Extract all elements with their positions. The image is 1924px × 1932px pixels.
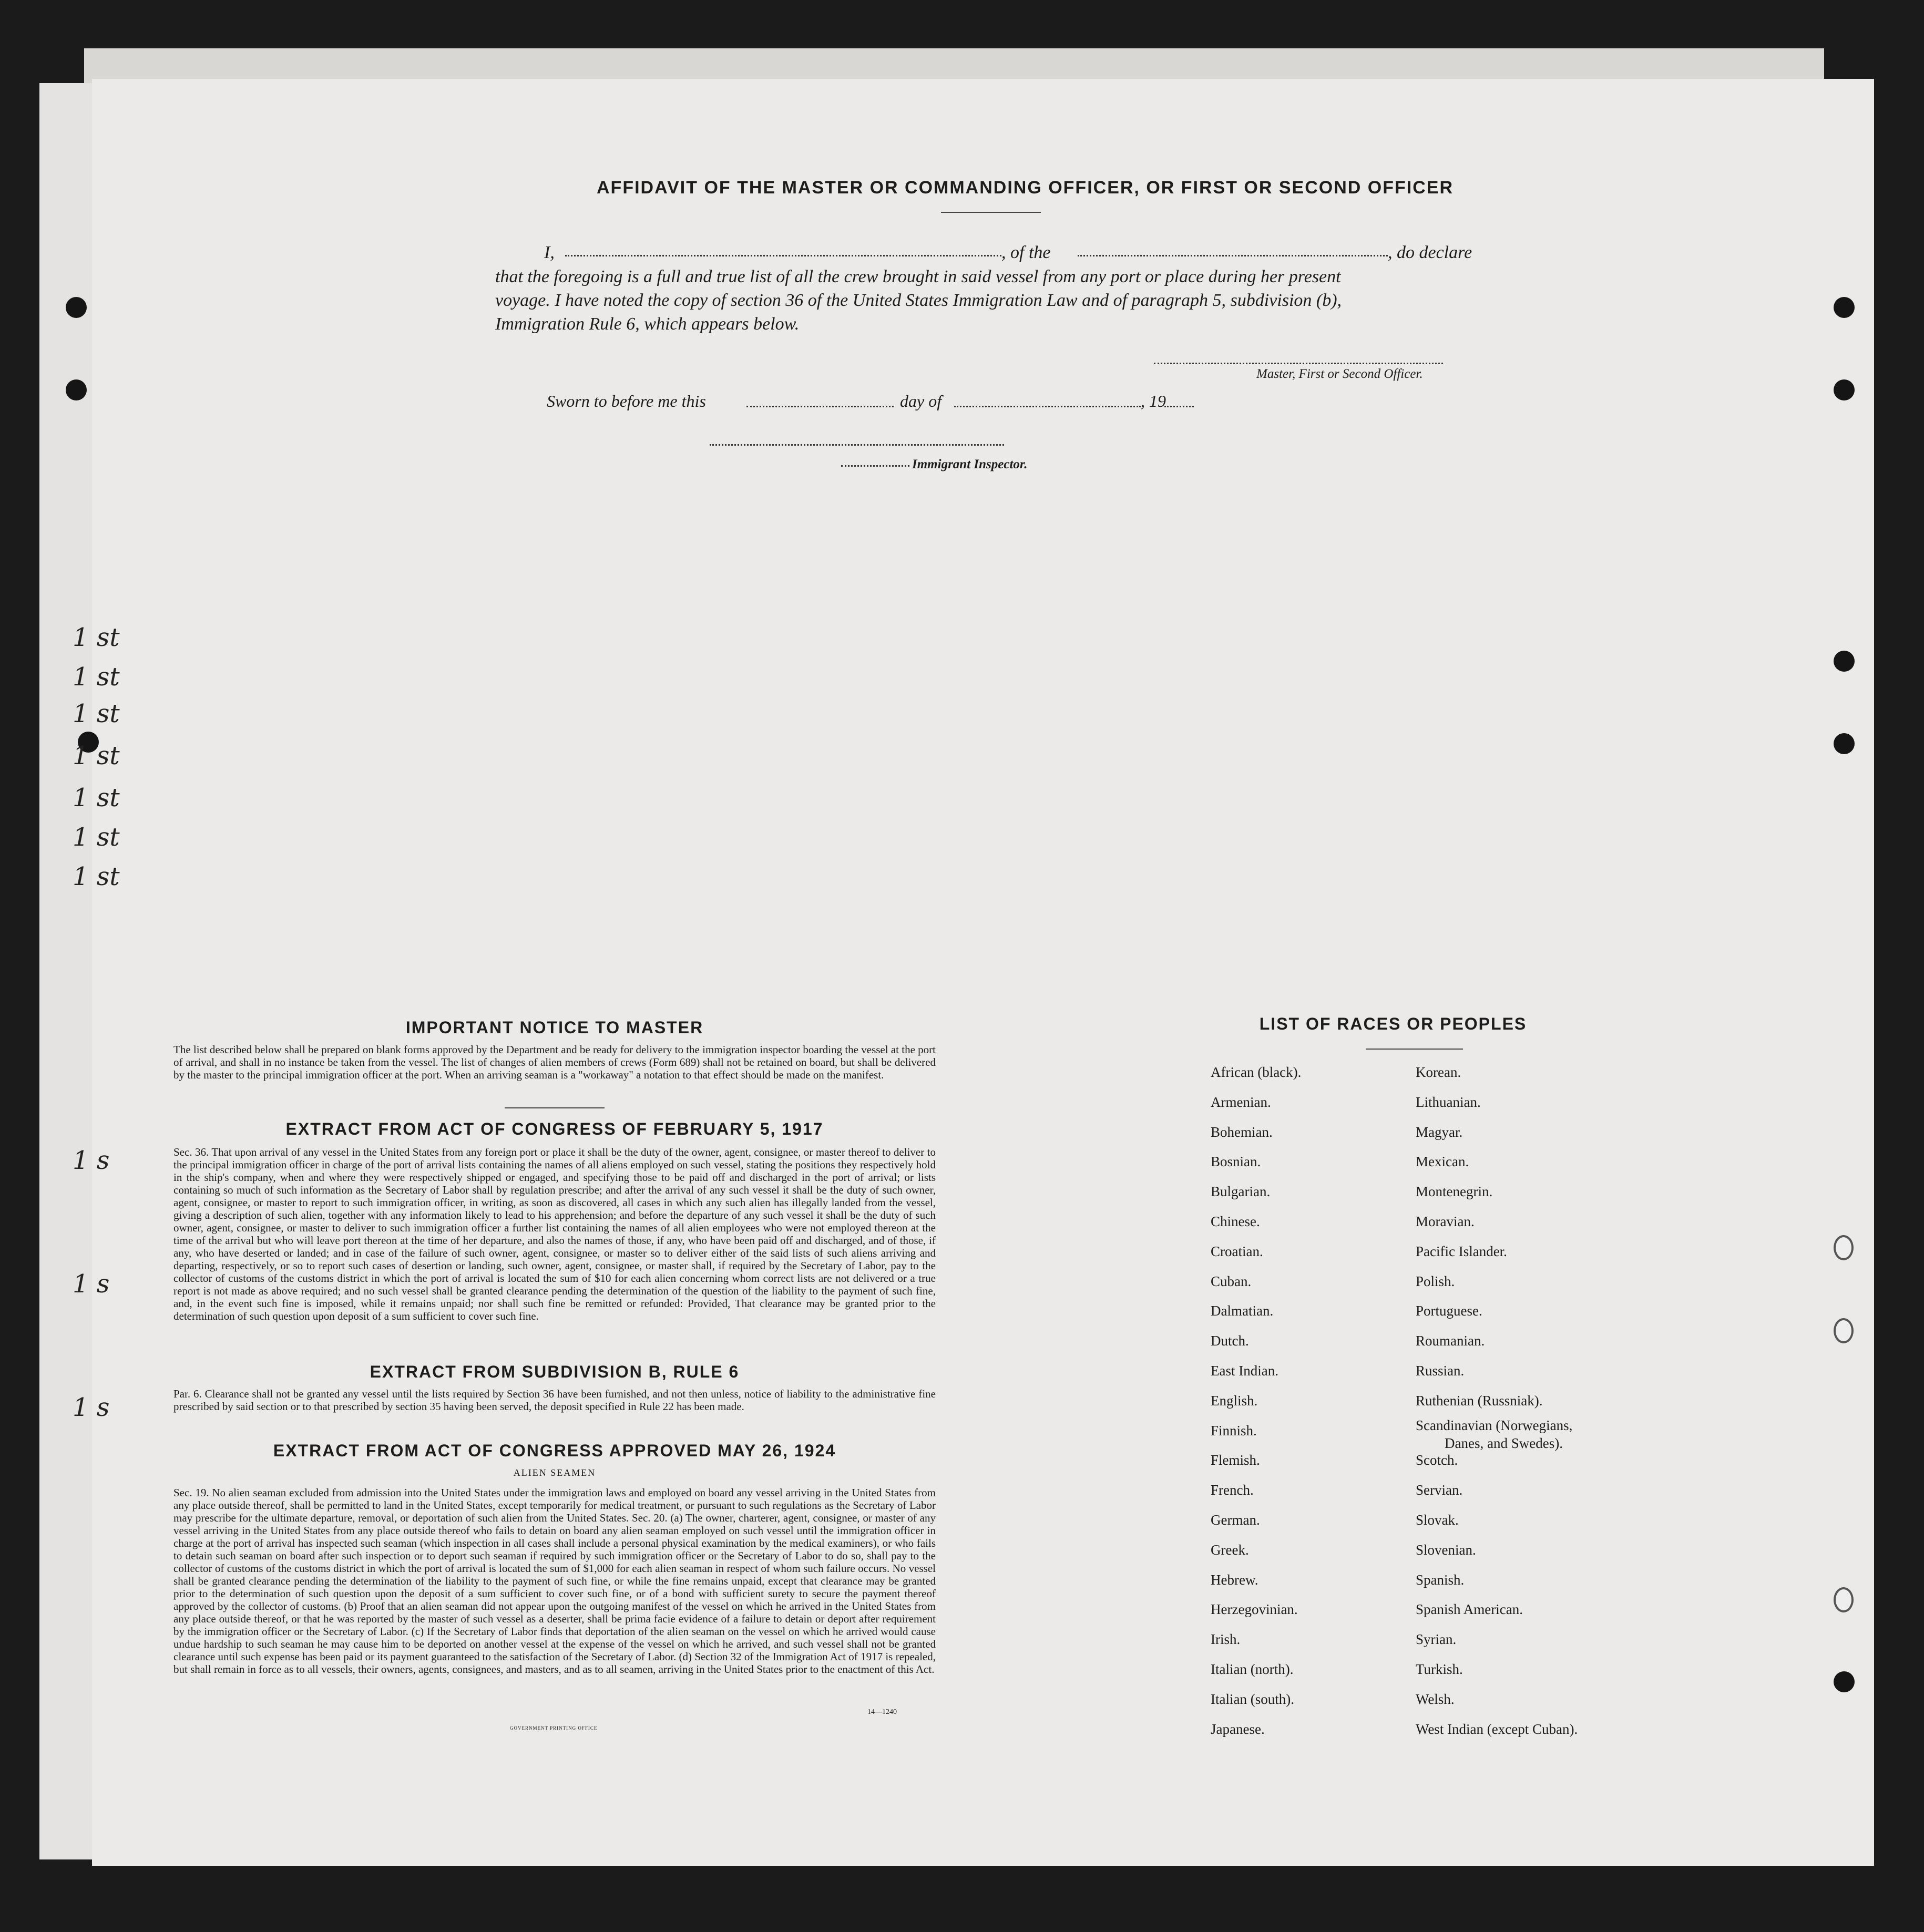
margin-mark: 1 st <box>73 699 120 728</box>
race-item: Cuban. <box>1211 1273 1252 1289</box>
affidavit-line-2: that the foregoing is a full and true list of all the crew brought in said vessel from any port or place during her present <box>495 267 1341 286</box>
sworn-day-line <box>746 406 894 407</box>
race-item: Portuguese. <box>1416 1303 1482 1319</box>
race-item: Bulgarian. <box>1211 1184 1271 1200</box>
punch-hole <box>1834 1671 1855 1692</box>
race-item: Irish. <box>1211 1631 1241 1648</box>
inspector-label: Immigrant Inspector. <box>912 457 1028 471</box>
notice-body: The list described below shall be prepared on blank forms approved by the Department and be ready for delivery to the immigration inspector boarding the vessel at the port of arrival, and shall in no instance be taken from the vessel. The list of changes of alien members of crews (Form 689) shall not be retained on board, but shall be delivered by the master to the principal immigration officer at the port. When an arriving seaman is a "workaway" a notation to that effect should be made on the manifest. <box>173 1043 936 1081</box>
punch-hole <box>1834 379 1855 400</box>
inspector-short-line <box>841 465 909 467</box>
punch-hole <box>1834 297 1855 318</box>
margin-mark: 1 s <box>73 1393 110 1422</box>
race-item: Italian (north). <box>1211 1661 1294 1677</box>
race-item: Turkish. <box>1416 1661 1463 1677</box>
vessel-line <box>1078 255 1388 256</box>
race-item: Dutch. <box>1211 1333 1249 1349</box>
affidavit-title: AFFIDAVIT OF THE MASTER OR COMMANDING OFFICER, OR FIRST OR SECOND OFFICER <box>597 178 1454 198</box>
race-item: Dalmatian. <box>1211 1303 1274 1319</box>
race-item: Russian. <box>1416 1363 1465 1379</box>
year-label: , 19 <box>1141 392 1166 410</box>
punch-hole <box>1834 733 1855 754</box>
race-item: Chinese. <box>1211 1214 1260 1229</box>
race-item: African (black). <box>1211 1064 1302 1080</box>
affidavit-i: I, <box>544 243 555 262</box>
margin-mark: 1 s <box>73 1146 110 1175</box>
extract-rule6-body: Par. 6. Clearance shall not be granted any vessel until the lists required by Section 36 have been furnished, and not then unless, notice of liability to the administrative fine prescribed by said section or to that prescribed by section 35 having been served, the deposit specified in Rule 22 has been made. <box>173 1388 936 1413</box>
race-item: German. <box>1211 1512 1260 1528</box>
race-item: Japanese. <box>1211 1721 1265 1737</box>
affidavit-line-3: voyage. I have noted the copy of section 36 of the United States Immigration Law and of paragraph 5, subdivision (b), <box>495 291 1342 310</box>
race-item: Bosnian. <box>1211 1154 1261 1170</box>
race-item: French. <box>1211 1482 1254 1498</box>
race-item: Pacific Islander. <box>1416 1243 1507 1259</box>
margin-mark: 1 s <box>73 1269 110 1299</box>
name-line <box>565 255 1001 256</box>
punch-hole <box>66 379 87 400</box>
race-item: Greek. <box>1211 1542 1249 1558</box>
race-item: Korean. <box>1416 1064 1461 1080</box>
extract-1924-title: EXTRACT FROM ACT OF CONGRESS APPROVED MAY 26, 1924 <box>273 1441 836 1460</box>
race-item: Herzegovinian. <box>1211 1601 1298 1618</box>
margin-mark: 1 st <box>73 623 120 652</box>
affidavit-declare: , do declare <box>1388 243 1472 262</box>
inspector-signature-line <box>710 444 1004 446</box>
affidavit-of-the: , of the <box>1001 243 1051 262</box>
extract-1924-subtitle: ALIEN SEAMEN <box>513 1467 596 1478</box>
race-item: Magyar. <box>1416 1124 1463 1140</box>
race-item: Finnish. <box>1211 1422 1257 1438</box>
extract-1917-body: Sec. 36. That upon arrival of any vessel in the United States from any foreign port or place it shall be the duty of the owner, agent, consignee, or master thereof to deliver to the principal immigration officer in charge of the port of arrival lists containing the names of all aliens employed on such vessel, stating the positions they respectively hold in the ship's company, when and where they were respectively shipped or engaged, and specifying those to be paid off and discharged in the port of arrival; or lists containing so much of such information as the Secretary of Labor shall by regulation prescribe; and after the arrival of any such vessel it shall be the duty of such owner, agent, consignee, or master to report to such immigration officer, in writing, as soon as discovered, all cases in which any such alien has illegally landed from the vessel, giving a description of such alien, together with any information likely to lead to his apprehension; and before the departure of any such vessel it shall be the duty of such owner, agent, consignee, or master to deliver to such immigration officer a further list containing the names of all alien employees who were not employed thereon at the time of the arrival but who will leave port thereon at the time of her departure, and also the names of those, if any, who have been paid off and discharged, and of those, if any, who have deserted or landed; and in case of the failure of such owner, agent, consignee, or master so to deliver either of the said lists of such aliens arriving and departing, respectively, or so to report such cases of desertion or landing, such owner, agent, consignee, or master shall, if required by the Secretary of Labor, pay to the collector of customs of the customs district in which the port of arrival is located the sum of $10 for each alien concerning whom correct lists are not delivered or a true report is not made as above required; and no such vessel shall be granted clearance pending the determination of the question of the liability to the payment of such fine, and, in the event such fine is imposed, while it remains unpaid; nor shall such fine be remitted or refunded: Provided, That clearance may be granted prior to the determination of such question upon deposit of a sum sufficient to cover such fine. <box>173 1146 936 1322</box>
section-divider <box>505 1107 605 1108</box>
race-item: Montenegrin. <box>1416 1184 1493 1200</box>
printer-imprint: GOVERNMENT PRINTING OFFICE <box>510 1725 598 1731</box>
margin-mark: 1 st <box>73 662 120 692</box>
race-item: Hebrew. <box>1211 1571 1258 1588</box>
race-item: Polish. <box>1416 1273 1455 1289</box>
sworn-label: Sworn to before me this <box>547 392 706 410</box>
extract-rule6-title: EXTRACT FROM SUBDIVISION B, RULE 6 <box>370 1362 740 1381</box>
race-item: Armenian. <box>1211 1094 1271 1110</box>
margin-mark: 1 st <box>73 741 120 770</box>
affidavit-line-4: Immigration Rule 6, which appears below. <box>495 314 800 334</box>
race-item: Mexican. <box>1416 1154 1469 1170</box>
race-item: Roumanian. <box>1416 1333 1485 1349</box>
race-item: Spanish. <box>1416 1571 1465 1588</box>
race-item: Moravian. <box>1416 1214 1475 1229</box>
punch-hole <box>1834 651 1855 672</box>
day-of-label: day of <box>900 392 942 410</box>
race-item: Danes, and Swedes). <box>1445 1435 1563 1451</box>
race-item: Lithuanian. <box>1416 1094 1481 1110</box>
race-item: Scandinavian (Norwegians, <box>1416 1417 1573 1433</box>
extract-1924-body: Sec. 19. No alien seaman excluded from admission into the United States under the immigration laws and employed on board any vessel arriving in the United States from any place outside thereof, shall be permitted to land in the United States, except temporarily for medical treatment, or pursuant to such regulations as the Secretary of Labor may prescribe for the ultimate departure, removal, or deportation of such alien from the United States. Sec. 20. (a) The owner, charterer, agent, consignee, or master of any vessel arriving in the United States from any place outside thereof who fails to detain on board any alien seaman employed on such vessel until the immigration officer in charge at the port of arrival has inspected such seaman (which inspection in all cases shall include a personal physical examination by the medical examiners), or who fails to detain such seaman on board after such inspection or to deport such seaman if required by such immigration officer or the Secretary of Labor to do so, shall pay to the collector of customs of the customs district in which the port of arrival is located the sum of $1,000 for each alien seaman in respect of whom such failure occurs. No vessel shall be granted clearance pending the determination of the liability to the payment of such fine, or while the fine remains unpaid, except that clearance may be granted prior to the determination of such question upon the deposit of a sum sufficient to cover such fine, or of a bond with sufficient surety to secure the payment thereof approved by the collector of customs. (b) Proof that an alien seaman did not appear upon the outgoing manifest of the vessel on which he arrived in the United States from any place outside thereof, or that he was reported by the master of such vessel as a deserter, shall be prima facie evidence of a failure to detain or deport after requirement by the immigration officer or the Secretary of Labor. (c) If the Secretary of Labor finds that deportation of the alien seaman on the vessel on which he arrived would cause undue hardship to such seaman he may cause him to be deported on another vessel at the expense of the vessel on which he arrived, and such vessel shall not be granted clearance until such expense has been paid or its payment guaranteed to the satisfaction of the Secretary of Labor. (d) Section 32 of the Immigration Act of 1917 is repealed, but shall remain in force as to all vessels, their owners, agents, consignees, and masters, and as to all seamen, arriving in the United States prior to the enactment of this Act. <box>173 1486 936 1676</box>
race-item: Welsh. <box>1416 1691 1455 1707</box>
race-item: Ruthenian (Russniak). <box>1416 1392 1543 1409</box>
year-line <box>1164 406 1194 407</box>
form-number: 14—1240 <box>867 1708 897 1716</box>
margin-mark: 1 st <box>73 783 120 813</box>
race-item: Slovenian. <box>1416 1542 1476 1558</box>
race-item: Syrian. <box>1416 1631 1457 1648</box>
punch-ring <box>1834 1587 1854 1612</box>
race-item: Croatian. <box>1211 1243 1263 1259</box>
race-item: English. <box>1211 1392 1258 1409</box>
race-item: Spanish American. <box>1416 1601 1523 1618</box>
race-item: Slovak. <box>1416 1512 1459 1528</box>
race-item: West Indian (except Cuban). <box>1416 1721 1578 1737</box>
punch-hole <box>66 297 87 318</box>
race-item: Bohemian. <box>1211 1124 1273 1140</box>
race-item: Flemish. <box>1211 1452 1260 1468</box>
race-item: Servian. <box>1416 1482 1463 1498</box>
margin-mark: 1 st <box>73 823 120 852</box>
extract-1917-title: EXTRACT FROM ACT OF CONGRESS OF FEBRUARY 5, 1917 <box>285 1119 824 1138</box>
margin-mark: 1 st <box>73 862 120 891</box>
races-underline <box>1366 1049 1463 1050</box>
month-line <box>954 406 1141 407</box>
notice-title: IMPORTANT NOTICE TO MASTER <box>405 1018 704 1037</box>
race-item: East Indian. <box>1211 1363 1278 1379</box>
master-signature-label: Master, First or Second Officer. <box>1256 367 1423 381</box>
race-item: Scotch. <box>1416 1452 1458 1468</box>
races-title: LIST OF RACES OR PEOPLES <box>1259 1014 1527 1033</box>
master-signature-line <box>1154 363 1443 364</box>
punch-ring <box>1834 1235 1854 1260</box>
title-underline <box>941 212 1041 213</box>
punch-ring <box>1834 1318 1854 1343</box>
race-item: Italian (south). <box>1211 1691 1294 1707</box>
